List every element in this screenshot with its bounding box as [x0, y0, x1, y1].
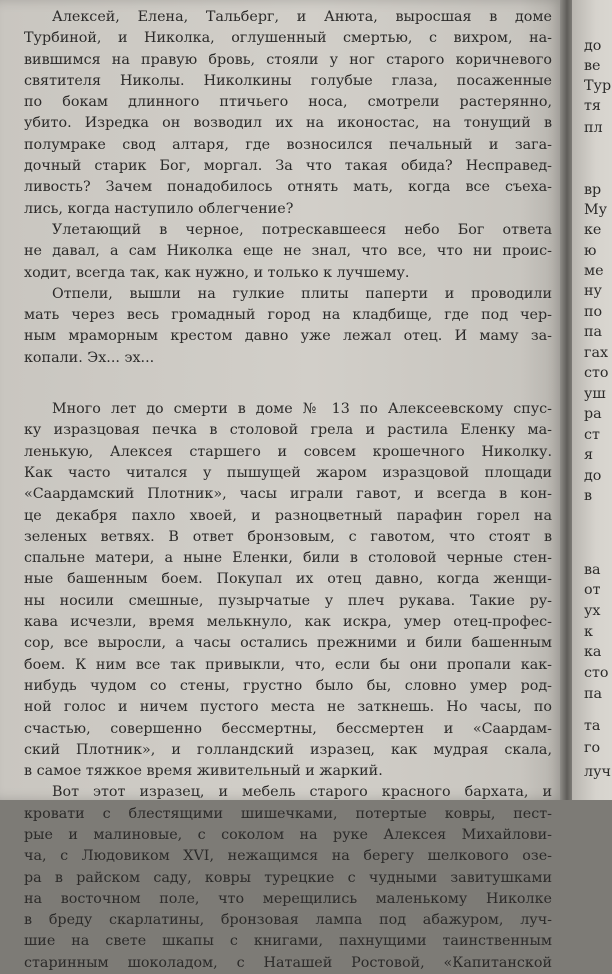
text-line: «Саардамский Плотник», часы играли гавот, и всегда в кон-	[24, 486, 552, 503]
paragraph-5	[24, 782, 552, 974]
right-page-fragment: от	[584, 582, 601, 598]
text-line: шие на свете шкапы с книгами, пахнущими таинственным	[24, 933, 552, 950]
right-page-fragment: сто	[584, 365, 609, 381]
text-line: ча, с Людовиком XVI, нежащимся на берегу шелкового озе-	[24, 848, 552, 865]
right-page-fragment: па	[584, 686, 603, 702]
text-line: ра в райском саду, ковры турецкие с чудными завитушками	[24, 869, 552, 886]
text-line: счастью, совершенно бессмертны, бессмертен и «Саардам-	[24, 720, 552, 737]
text-line: Улетающий в черное, потрескавшееся небо Бог ответа	[52, 221, 552, 238]
text-line: Турбиной, и Николка, оглушенный смертью, с вихром, на-	[24, 30, 552, 47]
right-page-fragment: гах	[584, 345, 609, 361]
text-line: ным мраморным крестом давно уже лежал отец. И маму за-	[24, 328, 552, 345]
text-line: святителя Николы. Николкины голубые глаза, посаженные	[24, 72, 552, 89]
text-line: ной голос и ничем пустого места не заткнешь. Но часы, по	[24, 699, 552, 716]
text-line: Отпели, вышли на гулкие плиты паперти и проводили	[52, 285, 552, 302]
right-page-fragment: до	[584, 468, 602, 484]
right-page-fragment: ве	[584, 58, 601, 74]
right-page-fragment: ме	[584, 263, 604, 279]
text-line: боем. К ним все так привыкли, что, если бы они пропали как-	[24, 656, 552, 673]
text-line: убито. Изредка он возводил их на иконостас, на тонущий в	[24, 115, 552, 132]
text-line: ные башенным боем. Покупал их отец давно, когда женщи-	[24, 571, 552, 588]
text-line: спальне матери, а ныне Еленки, били в столовой черные стен-	[24, 550, 552, 567]
text-line: це декабря пахло хвоей, и разноцветный парафин горел на	[24, 507, 552, 524]
right-page-fragment: Тур	[584, 78, 612, 94]
text-line: кровати с блестящими шишечками, потертые ковры, пест-	[24, 805, 552, 822]
text-line: ку изразцовая печка в столовой грела и растила Еленку ма-	[24, 422, 552, 439]
right-page-fragment: ке	[584, 222, 602, 238]
right-page-fragment: па	[584, 324, 603, 340]
right-page-fragment: ну	[584, 283, 602, 299]
text-line: Как часто читался у пышущей жаром изразцовой площади	[24, 464, 552, 481]
text-line: лись, когда наступило облегчение?	[24, 200, 294, 217]
right-page-fragment: по	[584, 304, 603, 320]
right-page-fragment: ух	[584, 603, 601, 619]
text-line: Вот этот изразец, и мебель старого красного бархата, и	[52, 784, 552, 801]
text-line: сор, все выросли, а часы остались прежними и били башенным	[24, 635, 552, 652]
text-line: полумраке свод алтаря, где возносился печальный и зага-	[24, 136, 552, 153]
text-line: ны носили смешные, пузырчатые у плеч рукава. Такие ру-	[24, 592, 552, 609]
text-line: ливость? Зачем понадобилось отнять мать, когда все съеха-	[24, 179, 552, 196]
text-line: ский Плотник», и голландский изразец, как мудрая скала,	[24, 741, 552, 758]
right-page-fragment: до	[584, 38, 602, 54]
right-page-fragment: тя	[584, 98, 601, 114]
text-line: нибудь чудом со стены, грустно было бы, словно умер род-	[24, 677, 552, 694]
right-page-fragment: пл	[584, 120, 603, 136]
right-page-fragment: сто	[584, 665, 609, 681]
text-line: рые и малиновые, с соколом на руке Алексея Михайлови-	[24, 826, 552, 843]
text-line: ходит, всегда так, как нужно, и только к лучшему.	[24, 264, 410, 281]
text-line: дочный старик Бог, моргал. За что такая обида? Несправед-	[24, 158, 552, 175]
text-line: кава исчезли, время мелькнуло, как искра, умер отец-профес-	[24, 614, 552, 631]
text-line: мать через весь громадный город на кладбище, где под чер-	[24, 307, 552, 324]
text-line: старинным шоколадом, с Наташей Ростовой, «Капитанской	[24, 954, 552, 971]
right-page-fragment: луч	[584, 764, 611, 780]
right-page-fragment: к	[584, 624, 593, 640]
text-line: Алексей, Елена, Тальберг, и Анюта, выросшая в доме	[52, 9, 552, 25]
right-page-fragment: ка	[584, 644, 602, 660]
paragraph-2	[24, 220, 552, 284]
section-break	[24, 369, 552, 399]
text-line: по бокам длинного птичьего носа, смотрели растерянно,	[24, 94, 552, 111]
right-page-fragment: я	[584, 447, 594, 463]
right-page-fragment: ра	[584, 406, 602, 422]
right-page-fragment: ст	[584, 427, 600, 443]
right-page-fragment: ва	[584, 562, 601, 578]
right-page-edge	[572, 0, 612, 800]
text-line: не давал, а сам Николка еще не знал, что все, что ни проис-	[24, 243, 552, 260]
right-page-fragment: Му	[584, 202, 608, 218]
right-page-fragment: в	[584, 488, 593, 504]
text-line: Много лет до смерти в доме № 13 по Алексеевскому спус-	[52, 401, 552, 418]
text-line: копали. Эх... эх...	[24, 349, 155, 366]
paragraph-3	[24, 284, 552, 369]
text-line: ленькую, Алексея старшего и совсем крошечного Николку.	[24, 443, 552, 460]
paragraph-4	[24, 399, 552, 782]
left-page-text	[24, 0, 552, 974]
paragraph-1	[24, 7, 552, 220]
right-page-fragment: та	[584, 718, 601, 734]
right-page-fragment: вр	[584, 182, 602, 198]
text-line: в бреду скарлатины, бронзовая лампа под абажуром, луч-	[24, 912, 552, 929]
text-line: зеленых ветвях. В ответ бронзовым, с гавотом, что стоят в	[24, 528, 552, 545]
right-page-fragment: уш	[584, 386, 606, 402]
text-line: вившимся на правую бровь, стояли у ног старого коричневого	[24, 51, 552, 68]
text-line: в самое тяжкое время живительный и жаркий.	[24, 763, 383, 780]
right-page-fragment: го	[584, 740, 601, 756]
right-page-fragment: ю	[584, 243, 597, 259]
text-line: на восточном поле, что мерещились маленькому Николке	[24, 890, 552, 907]
